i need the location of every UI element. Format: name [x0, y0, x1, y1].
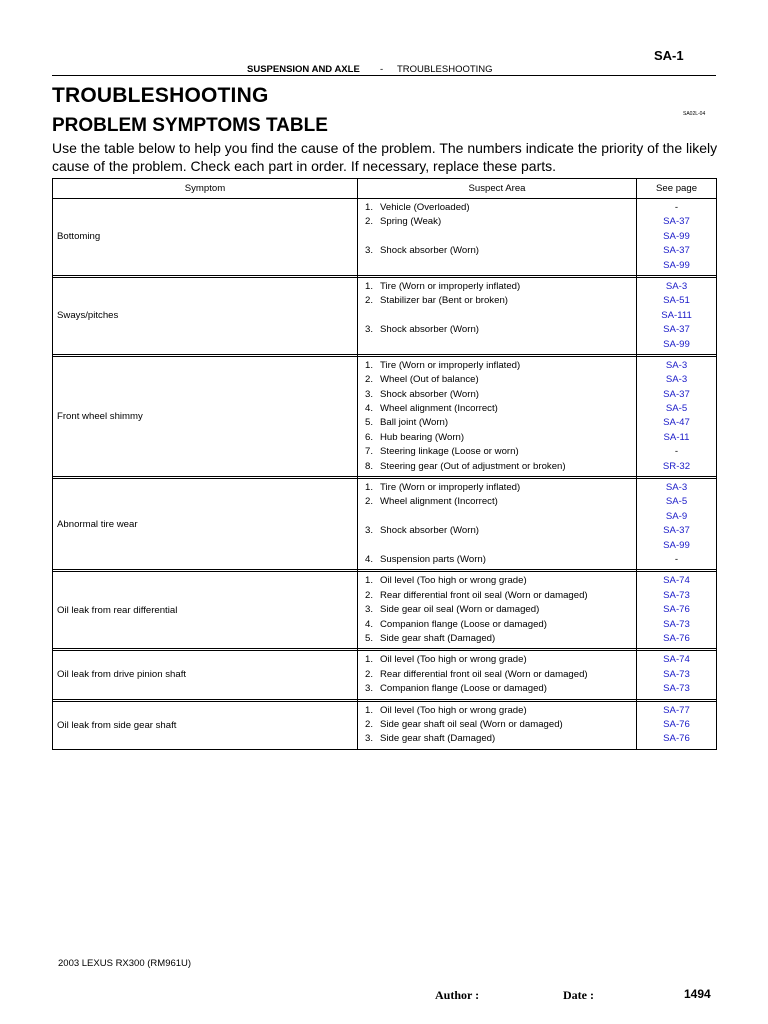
page-reference-link[interactable]: SA-77	[663, 704, 690, 716]
item-number: 4.	[365, 403, 374, 415]
page-reference-link[interactable]: SA-51	[663, 295, 690, 307]
page-reference-link[interactable]: SA-37	[663, 245, 690, 257]
item-text: Side gear shaft (Damaged)	[380, 733, 496, 745]
item-number: 1.	[365, 359, 374, 371]
page-reference-link[interactable]: SA-3	[665, 359, 688, 371]
item-text: Hub bearing (Worn)	[380, 431, 465, 443]
see-page-cell	[637, 572, 717, 649]
section-title: SUSPENSION AND AXLE	[247, 64, 360, 75]
table-row	[53, 572, 717, 649]
see-page-cell	[637, 199, 717, 276]
suspect-area-cell	[358, 356, 637, 476]
suspect-area-item	[365, 309, 636, 323]
suspect-area-item	[365, 244, 636, 258]
page-reference-none: -	[674, 446, 679, 458]
symptom-cell: Abnormal tire wear	[53, 479, 358, 570]
suspect-area-item	[365, 359, 636, 373]
page-reference-link[interactable]: SA-99	[663, 539, 690, 551]
page-reference-link[interactable]: SA-76	[663, 718, 690, 730]
page-reference-link[interactable]: SA-11	[663, 431, 690, 443]
page-reference-link[interactable]: SA-5	[665, 496, 688, 508]
item-text: Steering linkage (Loose or worn)	[380, 446, 519, 458]
page-reference-link[interactable]: SA-76	[663, 632, 690, 644]
suspect-area-item	[365, 402, 636, 416]
symptoms-table	[52, 178, 717, 750]
suspect-area-cell	[358, 651, 637, 699]
item-number: 7.	[365, 446, 374, 458]
suspect-area-cell	[358, 572, 637, 649]
item-text: Wheel alignment (Incorrect)	[380, 403, 498, 415]
item-number: 3.	[365, 604, 374, 616]
page-reference-link[interactable]: SA-37	[663, 388, 690, 400]
page-reference-link[interactable]: SA-9	[665, 510, 688, 522]
item-number: 2.	[365, 718, 374, 730]
item-text: Steering gear (Out of adjustment or broken)	[380, 460, 566, 472]
table-row	[53, 651, 717, 699]
page-reference-link[interactable]: SA-3	[665, 482, 688, 494]
page-reference-none: -	[674, 553, 679, 565]
suspect-area-cell	[358, 277, 637, 354]
item-text: Companion flange (Loose or damaged)	[380, 618, 547, 630]
item-text: Shock absorber (Worn)	[380, 324, 479, 336]
see-page-cell	[637, 356, 717, 476]
suspect-area-item	[365, 574, 636, 588]
suspect-area-item	[365, 445, 636, 459]
subsection-title: TROUBLESHOOTING	[397, 64, 493, 75]
symptom-cell: Sways/pitches	[53, 277, 358, 354]
item-number: 3.	[365, 683, 374, 695]
symptom-cell: Oil leak from side gear shaft	[53, 701, 358, 749]
item-text: Vehicle (Overloaded)	[380, 202, 470, 213]
item-text: Companion flange (Loose or damaged)	[380, 683, 547, 695]
item-number: 1.	[365, 482, 374, 494]
item-text: Tire (Worn or improperly inflated)	[380, 482, 521, 494]
suspect-area-item	[365, 201, 636, 215]
page-reference-link[interactable]: SA-76	[663, 604, 690, 616]
item-text: Oil level (Too high or wrong grade)	[380, 654, 527, 666]
suspect-area-item	[365, 259, 636, 273]
suspect-area-item	[365, 603, 636, 617]
suspect-area-item	[365, 431, 636, 445]
page-reference-link[interactable]: SA-37	[663, 525, 690, 537]
author-label: Author :	[435, 988, 480, 1002]
footer-page-number: 1494	[684, 987, 711, 1001]
symptom-cell: Oil leak from drive pinion shaft	[53, 651, 358, 699]
item-number: 6.	[365, 431, 374, 443]
suspect-area-item	[365, 338, 636, 352]
item-number: 1.	[365, 280, 374, 292]
page-reference-link[interactable]: SA-74	[663, 575, 690, 587]
item-number: 3.	[365, 525, 374, 537]
suspect-area-item	[365, 653, 636, 667]
page-reference-link[interactable]: SA-111	[661, 309, 692, 321]
page-reference-link[interactable]: SA-99	[663, 230, 690, 242]
suspect-area-item	[365, 416, 636, 430]
header-separator: -	[380, 64, 384, 75]
page-reference-link[interactable]: SA-3	[665, 374, 688, 386]
suspect-area-item	[365, 373, 636, 387]
item-text: Rear differential front oil seal (Worn or damaged)	[380, 589, 588, 601]
column-header-symptom: Symptom	[53, 179, 358, 199]
item-number: 2.	[365, 668, 374, 680]
item-number: 3.	[365, 388, 374, 400]
suspect-area-item	[365, 323, 636, 337]
date-label: Date :	[563, 988, 594, 1002]
suspect-area-item	[365, 668, 636, 682]
suspect-area-item	[365, 230, 636, 244]
see-page-cell	[637, 651, 717, 699]
item-text: Wheel (Out of balance)	[380, 374, 479, 386]
item-number: 2.	[365, 374, 374, 386]
suspect-area-item	[365, 524, 636, 538]
symptom-cell: Front wheel shimmy	[53, 356, 358, 476]
table-row	[53, 701, 717, 749]
suspect-area-item	[365, 280, 636, 294]
page-reference-none: -	[674, 202, 679, 213]
item-text: Wheel alignment (Incorrect)	[380, 496, 498, 508]
suspect-area-item	[365, 388, 636, 402]
item-text: Side gear oil seal (Worn or damaged)	[380, 604, 540, 616]
table-row	[53, 199, 717, 276]
page-reference-link[interactable]: SA-73	[663, 589, 690, 601]
item-number: 4.	[365, 553, 374, 565]
page-reference-link[interactable]: SA-37	[663, 324, 690, 336]
suspect-area-item	[365, 215, 636, 229]
item-number: 1.	[365, 654, 374, 666]
item-text: Ball joint (Worn)	[380, 417, 449, 429]
item-number: 5.	[365, 632, 374, 644]
item-number: 2.	[365, 589, 374, 601]
item-text: Stabilizer bar (Bent or broken)	[380, 295, 508, 307]
suspect-area-item	[365, 632, 636, 646]
footer-model: 2003 LEXUS RX300 (RM961U)	[58, 958, 192, 969]
table-row	[53, 356, 717, 476]
suspect-area-item	[365, 553, 636, 567]
suspect-area-cell	[358, 701, 637, 749]
item-text: Shock absorber (Worn)	[380, 525, 479, 537]
suspect-area-item	[365, 460, 636, 474]
suspect-area-item	[365, 718, 636, 732]
item-number: 5.	[365, 417, 374, 429]
suspect-area-item	[365, 539, 636, 553]
see-page-cell	[637, 701, 717, 749]
page-reference-link[interactable]: SA-73	[663, 618, 690, 630]
suspect-area-cell	[358, 199, 637, 276]
suspect-area-item	[365, 732, 636, 746]
symptom-cell: Oil leak from rear differential	[53, 572, 358, 649]
table-row	[53, 479, 717, 570]
item-text: Shock absorber (Worn)	[380, 245, 479, 257]
page-title: TROUBLESHOOTING	[52, 84, 269, 107]
item-number: 2.	[365, 216, 374, 228]
see-page-cell	[637, 479, 717, 570]
page-reference-link[interactable]: SR-32	[662, 460, 691, 472]
item-text: Oil level (Too high or wrong grade)	[380, 575, 527, 587]
item-number: 1.	[365, 704, 374, 716]
suspect-area-cell	[358, 479, 637, 570]
item-text: Tire (Worn or improperly inflated)	[380, 280, 521, 292]
item-number: 4.	[365, 618, 374, 630]
table-row	[53, 277, 717, 354]
symptom-cell: Bottoming	[53, 199, 358, 276]
item-text: Suspension parts (Worn)	[380, 553, 486, 565]
page-reference-link[interactable]: SA-37	[663, 216, 690, 228]
suspect-area-item	[365, 510, 636, 524]
doc-code: SA02L-04	[683, 111, 706, 117]
table-header-row	[53, 179, 717, 199]
suspect-area-item	[365, 495, 636, 509]
suspect-area-item	[365, 294, 636, 308]
page-subtitle: PROBLEM SYMPTOMS TABLE	[52, 115, 328, 136]
item-number: 3.	[365, 324, 374, 336]
page-id: SA-1	[654, 48, 684, 63]
item-text: Spring (Weak)	[380, 216, 442, 228]
item-number: 1.	[365, 575, 374, 587]
item-text: Tire (Worn or improperly inflated)	[380, 359, 521, 371]
suspect-area-item	[365, 481, 636, 495]
page-reference-link[interactable]: SA-99	[663, 259, 690, 271]
item-number: 2.	[365, 295, 374, 307]
suspect-area-item	[365, 704, 636, 718]
page-reference-link[interactable]: SA-73	[663, 668, 690, 680]
page-reference-link[interactable]: SA-47	[663, 417, 690, 429]
suspect-area-item	[365, 589, 636, 603]
page-reference-link[interactable]: SA-99	[663, 338, 690, 350]
page-reference-link[interactable]: SA-74	[663, 654, 690, 666]
page-reference-link[interactable]: SA-73	[663, 683, 690, 695]
item-number: 8.	[365, 460, 374, 472]
see-page-cell	[637, 277, 717, 354]
suspect-area-item	[365, 682, 636, 696]
item-text: Side gear shaft oil seal (Worn or damaged)	[380, 718, 563, 730]
item-number: 2.	[365, 496, 374, 508]
page-reference-link[interactable]: SA-5	[665, 403, 688, 415]
item-text: Shock absorber (Worn)	[380, 388, 479, 400]
header-rule	[52, 75, 716, 76]
item-number: 1.	[365, 202, 374, 213]
item-text: Oil level (Too high or wrong grade)	[380, 704, 527, 716]
page-reference-link[interactable]: SA-76	[663, 733, 690, 745]
suspect-area-item	[365, 618, 636, 632]
item-number: 3.	[365, 245, 374, 257]
intro-paragraph: Use the table below to help you find the cause of the problem. The numbers indicate the priority of the likely cause of the problem. Check each part in order. If necessary, replace these parts.	[52, 140, 718, 174]
item-number: 3.	[365, 733, 374, 745]
item-text: Side gear shaft (Damaged)	[380, 632, 496, 644]
column-header-suspect-area: Suspect Area	[358, 179, 637, 199]
column-header-see-page: See page	[637, 179, 717, 199]
item-text: Rear differential front oil seal (Worn or damaged)	[380, 668, 588, 680]
page-reference-link[interactable]: SA-3	[665, 280, 688, 292]
